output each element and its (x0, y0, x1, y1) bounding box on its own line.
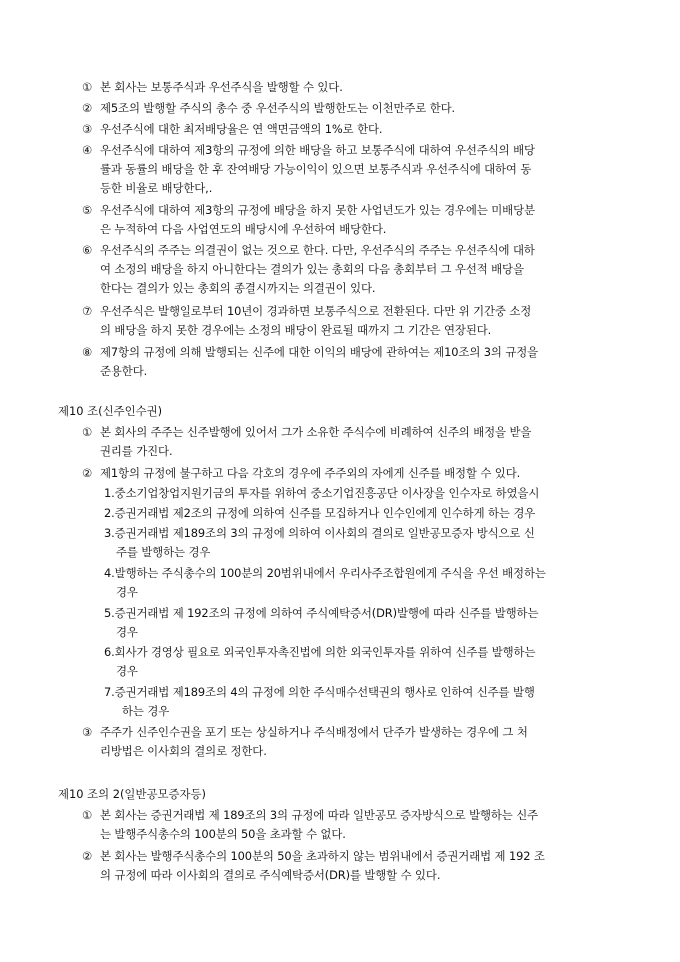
item-marker: ① (82, 425, 93, 439)
sub-item (104, 504, 622, 523)
sub-item-text: 2.증권거래법 제2조의 규정에 의하여 신주를 모집하거나 인수인에게 인수하게 하는 경우 (104, 506, 536, 520)
item-marker: ⑤ (82, 203, 93, 217)
item-text: 한다는 결의가 있는 총회의 종결시까지는 의결권이 있다. (100, 281, 376, 295)
sub-item (104, 564, 622, 602)
list-item (100, 847, 622, 885)
list-item (100, 120, 622, 139)
item-text: 여 소정의 배당을 하지 아니한다는 결의가 있는 총회의 다음 총회부터 그 우선적 배당을 (100, 262, 524, 276)
list-item (100, 806, 622, 844)
item-text: 는 발행주식총수의 100분의 50을 초과할 수 없다. (100, 827, 346, 841)
sub-item-text: 4.발행하는 주식총수의 100분의 20범위내에서 우리사주조합원에게 주식을 우선 배정하는 (104, 566, 546, 580)
item-marker: ① (82, 80, 93, 94)
sub-item-text: 하는 경우 (122, 704, 170, 718)
item-marker: ⑧ (82, 345, 93, 359)
item-text: 제7항의 규정에 의해 발행되는 신주에 대한 이익의 배당에 관하여는 제10조의 3의 규정을 (100, 345, 539, 359)
item-marker: ⑥ (82, 243, 93, 257)
article-heading: 제10 조의 2(일반공모증자등) (58, 787, 206, 801)
sub-item (104, 643, 622, 681)
sub-item-text: 경우 (116, 585, 138, 599)
sub-item-text: 경우 (116, 625, 138, 639)
item-text: 본 회사는 발행주식총수의 100분의 50을 초과하지 않는 범위내에서 증권거래법 제 192 조 (100, 849, 545, 863)
sub-item (104, 683, 622, 721)
sub-item-text: 6.회사가 경영상 필요로 외국인투자촉진법에 의한 외국인투자를 위하여 신주를 발행하는 (104, 645, 536, 659)
item-marker: ② (82, 466, 93, 480)
list-item (100, 141, 622, 198)
sub-item (104, 604, 622, 642)
sub-item-text: 5.증권거래법 제 192조의 규정에 의하여 주식예탁증서(DR)발행에 따라 신주를 발행하는 (104, 606, 539, 620)
list-item (100, 423, 622, 461)
item-text: 본 회사는 증권거래법 제 189조의 3의 규정에 따라 일반공모 증자방식으로 발행하는 신주 (100, 808, 539, 822)
item-marker: ⑦ (82, 304, 93, 318)
article-heading: 제10 조(신주인수권) (58, 404, 163, 418)
list-item (100, 464, 622, 483)
item-marker: ② (82, 849, 93, 863)
item-marker: ② (82, 101, 93, 115)
item-text: 권리를 가진다. (100, 444, 173, 458)
item-marker: ① (82, 808, 93, 822)
item-text: 등한 비율로 배당한다,. (100, 181, 213, 195)
item-text: 제5조의 발행할 주식의 총수 중 우선주식의 발행한도는 이천만주로 한다. (100, 101, 456, 115)
list-item (100, 302, 622, 340)
sub-item (104, 524, 622, 562)
item-text: 주주가 신주인수권을 포기 또는 상실하거나 주식배정에서 단주가 발생하는 경우에 그 처 (100, 725, 528, 739)
item-text: 우선주식에 대하여 제3항의 규정에 의한 배당을 하고 보통주식에 대하여 우선주식의 배당 (100, 143, 535, 157)
item-text: 은 누적하여 다음 사업연도의 배당시에 우선하여 배당한다. (100, 222, 387, 236)
list-item (100, 201, 622, 239)
sub-item-text: 경우 (116, 664, 138, 678)
item-text: 우선주식에 대하여 제3항의 규정에 배당을 하지 못한 사업년도가 있는 경우에는 미배당분 (100, 203, 535, 217)
list-item (100, 343, 622, 381)
item-text: 의 규정에 따라 이사회의 결의로 주식예탁증서(DR)를 발행할 수 있다. (100, 868, 441, 882)
list-item (100, 99, 622, 118)
item-marker: ③ (82, 122, 93, 136)
item-text: 리방법은 이사회의 결의로 정한다. (100, 744, 267, 758)
sub-item-text: 1.중소기업창업지원기금의 투자를 위하여 중소기업진흥공단 이사장을 인수자로 하였을시 (104, 486, 540, 500)
list-item (100, 723, 622, 761)
sub-item-text: 주를 발행하는 경우 (116, 545, 211, 559)
item-text: 본 회사는 보통주식과 우선주식을 발행할 수 있다. (100, 80, 343, 94)
item-text: 제1항의 규정에 불구하고 다음 각호의 경우에 주주외의 자에게 신주를 배정할 수 있다. (100, 466, 521, 480)
item-text: 의 배당을 하지 못한 경우에는 소정의 배당이 완료될 때까지 그 기간은 연장된다. (100, 323, 492, 337)
sub-item (104, 484, 622, 503)
item-text: 률과 동률의 배당을 한 후 잔여배당 가능이익이 있으면 보통주식과 우선주식에 대하여 동 (100, 162, 532, 176)
item-marker: ③ (82, 725, 93, 739)
item-text: 우선주식의 주주는 의결권이 없는 것으로 한다. 다만, 우선주식의 주주는 우선주식에 대하 (100, 243, 535, 257)
item-marker: ④ (82, 143, 93, 157)
list-item (100, 78, 622, 97)
item-text: 우선주식에 대한 최저배당율은 연 액면금액의 1%로 한다. (100, 122, 383, 136)
sub-item-text: 3.증권거래법 제189조의 3의 규정에 의하여 이사회의 결의로 일반공모증자 방식으로 신 (104, 526, 535, 540)
list-item (100, 241, 622, 298)
item-text: 본 회사의 주주는 신주발행에 있어서 그가 소유한 주식수에 비례하여 신주의 배정을 받을 (100, 425, 532, 439)
sub-item-text: 7.증권거래법 제189조의 4의 규정에 의한 주식매수선택권의 행사로 인하여 신주를 발행 (104, 685, 535, 699)
item-text: 준용한다. (100, 364, 148, 378)
item-text: 우선주식은 발행일로부터 10년이 경과하면 보통주식으로 전환된다. 다만 위 기간중 소정 (100, 304, 532, 318)
